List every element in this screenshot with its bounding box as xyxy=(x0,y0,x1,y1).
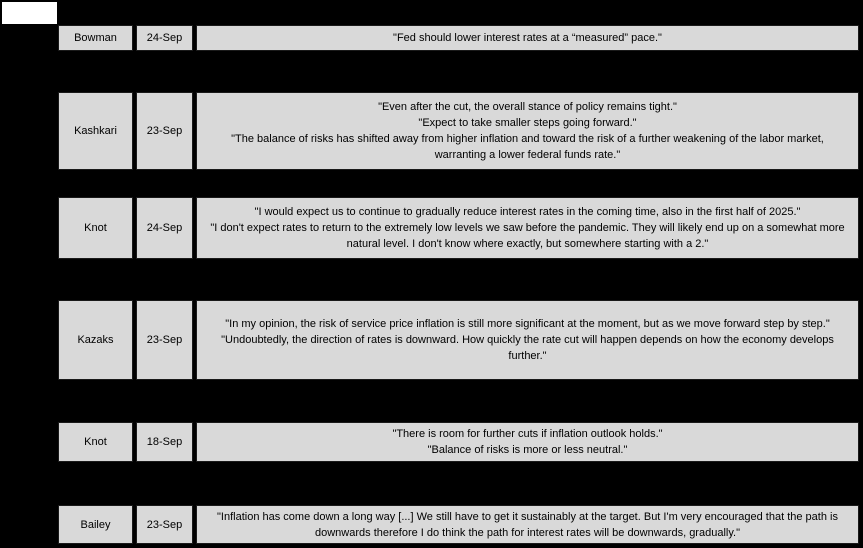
table-row xyxy=(0,197,863,259)
table-row xyxy=(0,505,863,544)
table-row xyxy=(0,25,863,51)
quote-text: "Fed should lower interest rates at a “measured” pace." xyxy=(393,32,662,44)
speaker-name: Knot xyxy=(84,222,107,234)
speaker-name: Kazaks xyxy=(77,334,114,346)
speaker-name-cell xyxy=(58,25,133,51)
quote-cell xyxy=(196,505,859,544)
speaker-name-cell xyxy=(58,92,133,170)
quote-text: "Expect to take smaller steps going forward." xyxy=(418,117,637,129)
quote-cell xyxy=(196,300,859,380)
speech-date: 24-Sep xyxy=(146,222,183,234)
quote-text: "In my opinion, the risk of service price inflation is still more significant at the moment, but as we move forward step by step." xyxy=(225,318,830,330)
speech-date-cell xyxy=(136,25,193,51)
speaker-name: Bowman xyxy=(74,32,117,44)
speech-date: 23-Sep xyxy=(146,125,183,137)
speech-date-cell xyxy=(136,92,193,170)
quote-cell xyxy=(196,92,859,170)
quote-text: "I don't expect rates to return to the extremely low levels we saw before the pandemic. They will likely end up on a somewhat more natural level. I don't know where exactly, but somewhere starting with a 2." xyxy=(210,222,845,250)
table-row xyxy=(0,422,863,462)
quote-cell xyxy=(196,197,859,259)
blank-corner-box xyxy=(2,2,57,24)
speech-date-cell xyxy=(136,422,193,462)
speaker-name-cell xyxy=(58,197,133,259)
speech-date: 23-Sep xyxy=(146,334,183,346)
quote-text: "Inflation has come down a long way [...] We still have to get it sustainably at the target. But I'm very encouraged that the path is downwards therefore I do think the path for interest rates will be downwards, gradually." xyxy=(217,510,838,539)
speaker-name-cell xyxy=(58,300,133,380)
speech-date: 18-Sep xyxy=(146,436,183,448)
quote-text: "There is room for further cuts if inflation outlook holds." xyxy=(392,428,663,440)
table-row xyxy=(0,300,863,380)
speaker-name: Bailey xyxy=(80,518,111,531)
quote-text: "Undoubtedly, the direction of rates is downward. How quickly the rate cut will happen depends on how the economy develops further." xyxy=(221,334,834,362)
quote-text: "I would expect us to continue to gradually reduce interest rates in the coming time, also in the first half of 2025." xyxy=(254,206,801,218)
speech-date-cell xyxy=(136,300,193,380)
speech-date-cell xyxy=(136,197,193,259)
speech-date-cell xyxy=(136,505,193,544)
quote-text: "Even after the cut, the overall stance of policy remains tight." xyxy=(378,101,677,113)
quote-text: "Balance of risks is more or less neutral." xyxy=(427,444,628,456)
speech-date: 23-Sep xyxy=(146,518,183,531)
quote-cell xyxy=(196,25,859,51)
speaker-name: Knot xyxy=(84,436,107,448)
speaker-name-cell xyxy=(58,505,133,544)
speaker-name-cell xyxy=(58,422,133,462)
speaker-name: Kashkari xyxy=(74,125,117,137)
speech-date: 24-Sep xyxy=(146,32,183,44)
quote-cell xyxy=(196,422,859,462)
quote-text: "The balance of risks has shifted away from higher inflation and toward the risk of a further weakening of the labor market, warranting a lower federal funds rate." xyxy=(231,133,824,161)
table-row xyxy=(0,92,863,170)
